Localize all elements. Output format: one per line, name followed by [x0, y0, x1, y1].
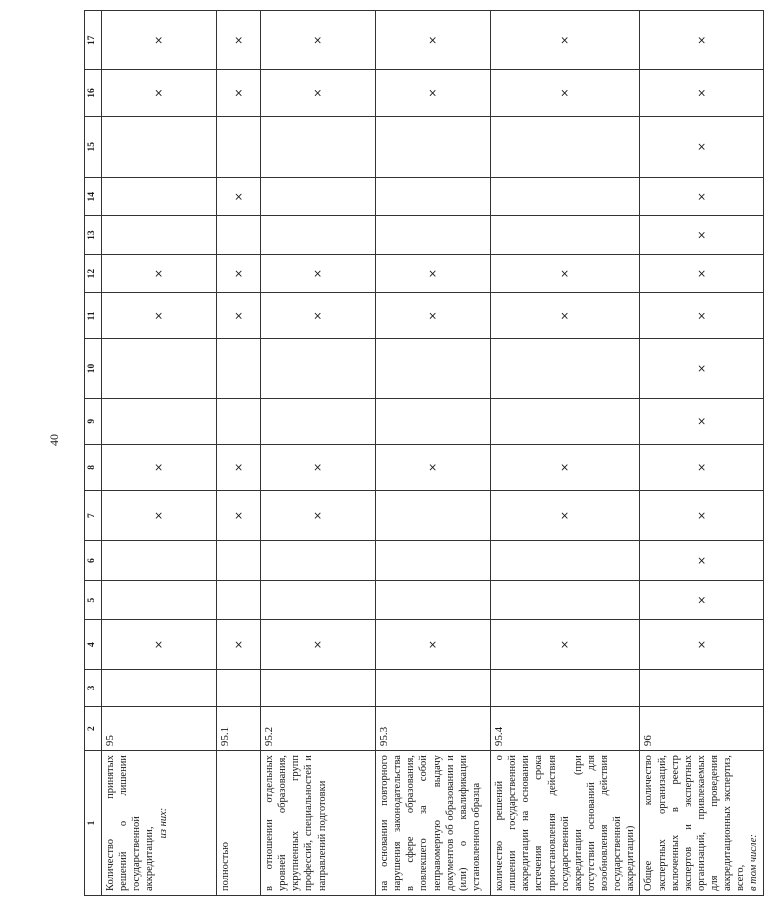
col-header: 3 [85, 669, 102, 706]
empty-cell [217, 541, 261, 581]
empty-cell [102, 580, 217, 620]
cross-mark-cell: × [640, 116, 763, 177]
empty-cell [102, 216, 217, 254]
cross-mark-cell: × [491, 620, 640, 669]
row-label-text: полностью [220, 842, 231, 891]
col-header: 5 [85, 580, 102, 620]
col-header: 1 [85, 751, 102, 896]
empty-cell [376, 580, 491, 620]
col-header: 9 [85, 398, 102, 444]
table-row [217, 11, 261, 896]
col-header: 8 [85, 444, 102, 490]
row-code: 95.4 [491, 707, 640, 751]
empty-cell [640, 669, 763, 706]
empty-cell [261, 398, 376, 444]
empty-cell [261, 541, 376, 581]
cross-mark-cell: × [640, 254, 763, 292]
cross-mark-cell: × [102, 11, 217, 70]
table-row [102, 11, 217, 896]
cross-mark-cell: × [640, 620, 763, 669]
empty-cell [217, 339, 261, 398]
empty-cell [376, 490, 491, 541]
cross-mark-cell: × [376, 444, 491, 490]
cross-mark-cell: × [640, 580, 763, 620]
empty-cell [102, 339, 217, 398]
cross-mark-cell: × [376, 11, 491, 70]
cross-mark-cell: × [217, 11, 261, 70]
empty-cell [491, 178, 640, 216]
cross-mark-cell: × [640, 444, 763, 490]
empty-cell [217, 669, 261, 706]
cross-mark-cell: × [640, 398, 763, 444]
cross-mark-cell: × [261, 254, 376, 292]
row-label-text: Количество принятых решений о лишении государственной аккредитации, [105, 755, 156, 891]
cross-mark-cell: × [640, 11, 763, 70]
cross-mark-cell: × [640, 541, 763, 581]
table-row [491, 11, 640, 896]
cross-mark-cell: × [217, 70, 261, 116]
col-header: 13 [85, 216, 102, 254]
empty-cell [491, 398, 640, 444]
cross-mark-cell: × [376, 293, 491, 339]
cross-mark-cell: × [217, 178, 261, 216]
cross-mark-cell: × [376, 254, 491, 292]
page-number: 40 [47, 434, 61, 446]
row-label [217, 751, 261, 896]
col-header: 14 [85, 178, 102, 216]
row-label [102, 751, 217, 896]
empty-cell [491, 580, 640, 620]
empty-cell [491, 541, 640, 581]
cross-mark-cell: × [640, 70, 763, 116]
empty-cell [261, 339, 376, 398]
empty-cell [217, 398, 261, 444]
table-row [640, 11, 763, 896]
row-label-text: Общее количество экспертных организаций, включенных в реестр экспертов и экспертных организаций, привлекаемых для проведения аккредитационных экспертиз, всего, [643, 755, 747, 891]
row-code: 95.2 [261, 707, 376, 751]
col-header: 16 [85, 70, 102, 116]
cross-mark-cell: × [261, 70, 376, 116]
cross-mark-cell: × [102, 444, 217, 490]
header-row [85, 11, 102, 896]
col-header: 6 [85, 541, 102, 581]
col-header: 4 [85, 620, 102, 669]
cross-mark-cell: × [261, 490, 376, 541]
cross-mark-cell: × [640, 178, 763, 216]
row-label-text: в отношении отдельных уровней образования, укрупненных групп профессий, специальностей и направлений подготовки [264, 755, 328, 891]
cross-mark-cell: × [102, 620, 217, 669]
cross-mark-cell: × [376, 620, 491, 669]
row-label-text: на основании повторного нарушения законодательства в сфере образования, повлекшего за собой неправомерную выдачу документов об образовании и (или) о квалификации установленного образца [379, 755, 482, 891]
cross-mark-cell: × [491, 490, 640, 541]
empty-cell [217, 116, 261, 177]
col-header: 12 [85, 254, 102, 292]
empty-cell [261, 580, 376, 620]
empty-cell [102, 669, 217, 706]
cross-mark-cell: × [491, 70, 640, 116]
table-row [376, 11, 491, 896]
cross-mark-cell: × [102, 254, 217, 292]
empty-cell [491, 216, 640, 254]
empty-cell [376, 398, 491, 444]
col-header: 7 [85, 490, 102, 541]
cross-mark-cell: × [640, 216, 763, 254]
cross-mark-cell: × [102, 293, 217, 339]
rotated-table-sheet [84, 10, 760, 896]
empty-cell [491, 339, 640, 398]
row-code: 95 [102, 707, 217, 751]
cross-mark-cell: × [640, 293, 763, 339]
col-header: 11 [85, 293, 102, 339]
empty-cell [376, 178, 491, 216]
col-header: 15 [85, 116, 102, 177]
cross-mark-cell: × [640, 490, 763, 541]
row-label-text: количество решений о лишении государственной аккредитации на основании истечения срока приостановления действия государственной аккредитации (при отсутствии оснований для возобновления действия государственной аккредитации) [494, 755, 637, 891]
col-header: 17 [85, 11, 102, 70]
row-code: 96 [640, 707, 763, 751]
cross-mark-cell: × [217, 490, 261, 541]
empty-cell [217, 216, 261, 254]
empty-cell [261, 216, 376, 254]
cross-mark-cell: × [217, 293, 261, 339]
empty-cell [102, 398, 217, 444]
empty-cell [376, 339, 491, 398]
row-code: 95.3 [376, 707, 491, 751]
row-label [640, 751, 763, 896]
empty-cell [376, 669, 491, 706]
row-label [376, 751, 491, 896]
cross-mark-cell: × [491, 254, 640, 292]
cross-mark-cell: × [491, 293, 640, 339]
cross-mark-cell: × [261, 11, 376, 70]
empty-cell [376, 541, 491, 581]
row-sublabel: в том числе: [748, 834, 760, 891]
cross-mark-cell: × [261, 444, 376, 490]
cross-mark-cell: × [102, 70, 217, 116]
table-row [261, 11, 376, 896]
empty-cell [102, 178, 217, 216]
row-code: 95.1 [217, 707, 261, 751]
empty-cell [261, 178, 376, 216]
empty-cell [376, 116, 491, 177]
col-header: 10 [85, 339, 102, 398]
cross-mark-cell: × [491, 444, 640, 490]
empty-cell [102, 116, 217, 177]
empty-cell [491, 116, 640, 177]
col-header: 2 [85, 707, 102, 751]
row-label [261, 751, 376, 896]
empty-cell [376, 216, 491, 254]
cross-mark-cell: × [261, 620, 376, 669]
cross-mark-cell: × [217, 444, 261, 490]
empty-cell [491, 669, 640, 706]
cross-mark-cell: × [491, 11, 640, 70]
empty-cell [261, 669, 376, 706]
cross-mark-cell: × [376, 70, 491, 116]
cross-mark-cell: × [102, 490, 217, 541]
empty-cell [102, 541, 217, 581]
cross-mark-cell: × [261, 293, 376, 339]
cross-mark-cell: × [217, 620, 261, 669]
data-table [84, 10, 764, 896]
cross-mark-cell: × [217, 254, 261, 292]
empty-cell [217, 580, 261, 620]
cross-mark-cell: × [640, 339, 763, 398]
row-label [491, 751, 640, 896]
row-sublabel: из них: [157, 807, 169, 839]
empty-cell [261, 116, 376, 177]
